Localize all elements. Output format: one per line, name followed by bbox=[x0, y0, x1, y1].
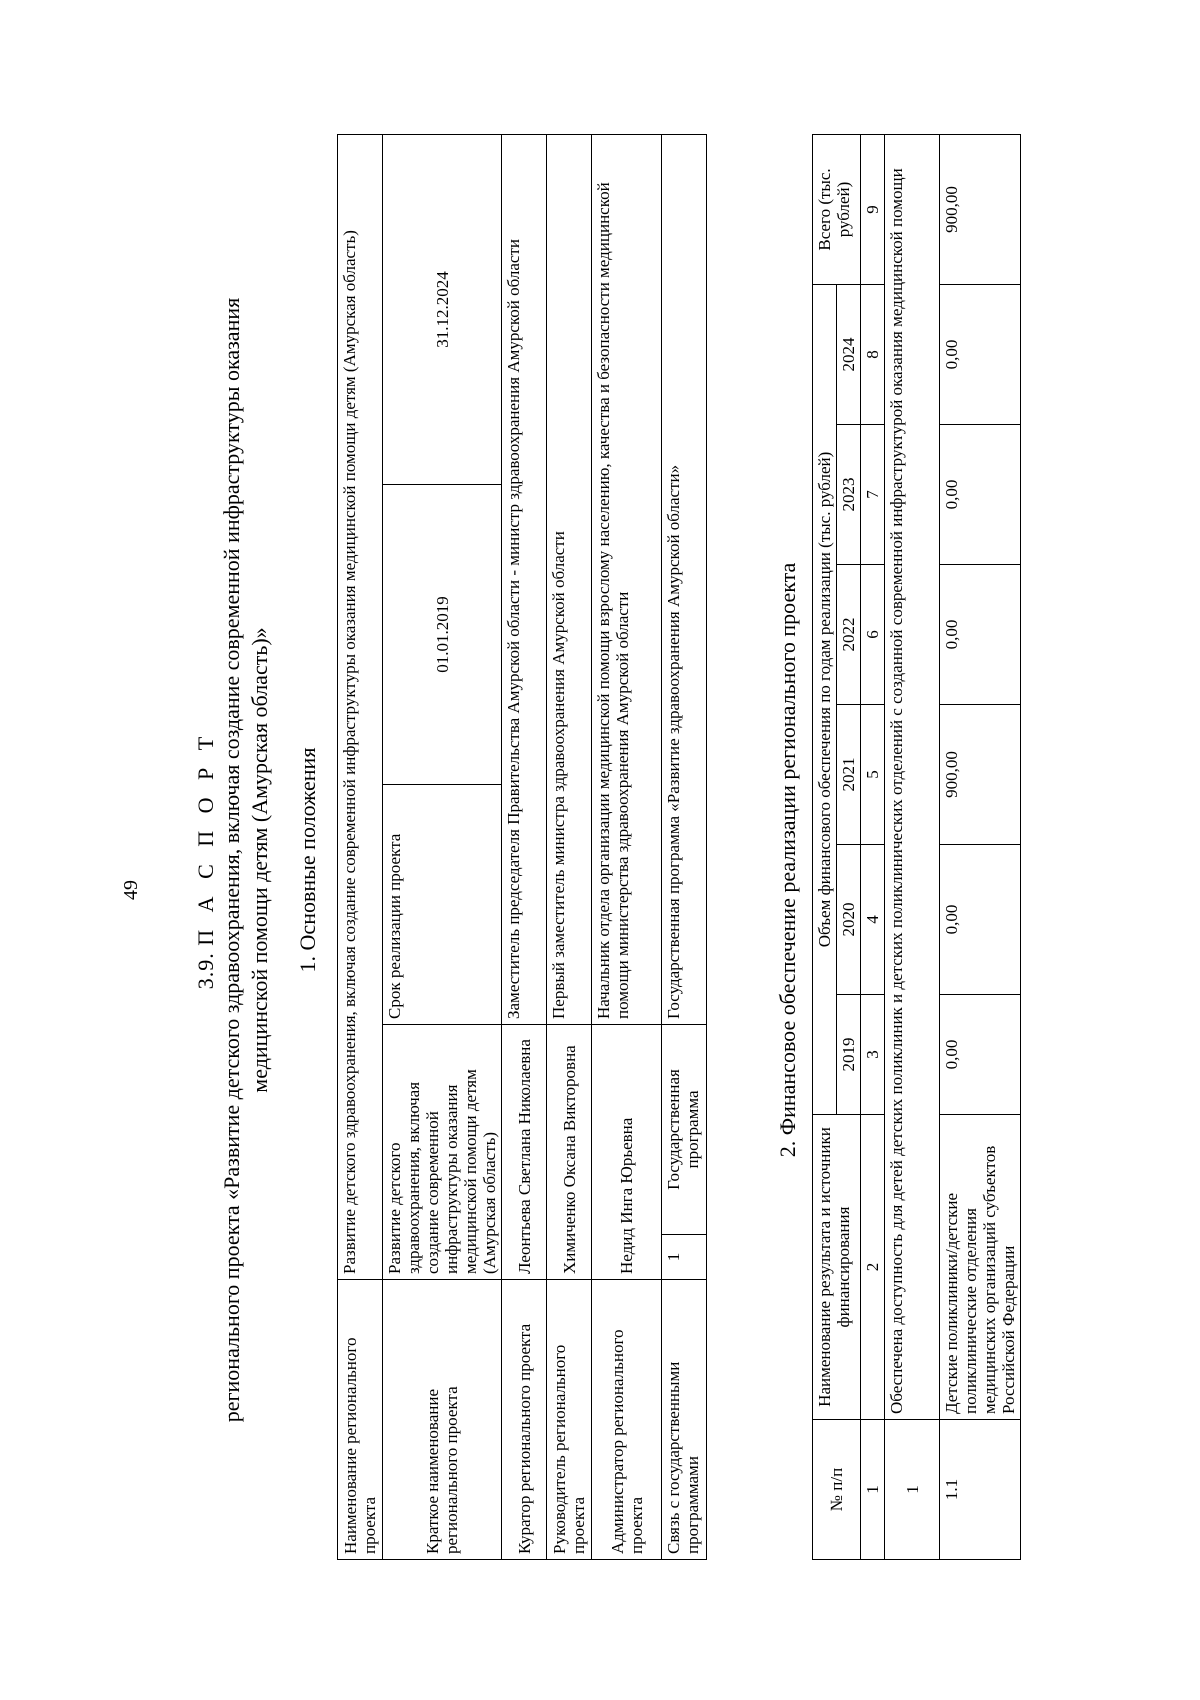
value-2021: 900,00 bbox=[940, 705, 1021, 845]
year-2022: 2022 bbox=[837, 565, 861, 705]
value-2022: 0,00 bbox=[940, 565, 1021, 705]
rotated-content bbox=[82, 80, 1132, 1640]
row-value: Развитие детского здравоохранения, включая создание современной инфраструктуры оказания медицинской помощи детям (Амурская область) bbox=[383, 1025, 502, 1280]
col-number: 6 bbox=[861, 565, 885, 705]
admin-name: Недид Инга Юрьевна bbox=[592, 1025, 662, 1280]
result-row bbox=[885, 134, 940, 1559]
row-label: Наименование регионального проекта bbox=[338, 1280, 383, 1560]
curator-name: Леонтьева Светлана Николаевна bbox=[502, 1025, 547, 1280]
table-row bbox=[592, 134, 662, 1559]
head-position: Первый заместитель министра здравоохранения Амурской области bbox=[547, 134, 592, 1024]
year-2019: 2019 bbox=[837, 995, 861, 1115]
row-label: Администратор регионального проекта bbox=[592, 1280, 662, 1560]
passport-title bbox=[192, 80, 220, 1640]
head-name: Химиченко Оксана Викторовна bbox=[547, 1025, 592, 1280]
value-total: 900,00 bbox=[940, 134, 1021, 284]
program-type: Государственная программа bbox=[662, 1025, 707, 1235]
value-2019: 0,00 bbox=[940, 995, 1021, 1115]
value-2023: 0,00 bbox=[940, 425, 1021, 565]
header-row bbox=[813, 134, 837, 1559]
table-row bbox=[338, 134, 383, 1559]
curator-position: Заместитель председателя Правительства Амурской области - министр здравоохранения Амурской области bbox=[502, 134, 547, 1024]
result-text: Обеспечена доступность для детей детских поликлиник и детских поликлинических отделений с созданной современной инфраструктурой оказания медицинской помощи bbox=[885, 134, 940, 1419]
row-label: Связь с государственными программами bbox=[662, 1280, 707, 1560]
row-label: Руководитель регионального проекта bbox=[547, 1280, 592, 1560]
page-number: 49 bbox=[120, 880, 142, 900]
row-number: 1.1 bbox=[940, 1420, 1021, 1560]
program-number: 1 bbox=[662, 1235, 707, 1280]
start-date: 01.01.2019 bbox=[383, 485, 502, 785]
header-name: Наименование результата и источники финансирования bbox=[813, 1115, 861, 1420]
term-label: Срок реализации проекта bbox=[383, 785, 502, 1025]
table-row bbox=[383, 134, 502, 1559]
section1-title: 1. Основные положения bbox=[295, 747, 320, 973]
basic-provisions-table bbox=[337, 134, 707, 1560]
column-numbers-row bbox=[861, 134, 885, 1559]
value-2020: 0,00 bbox=[940, 845, 1021, 995]
col-number: 4 bbox=[861, 845, 885, 995]
row-label: Краткое наименование регионального проекта bbox=[383, 1280, 502, 1560]
table-row bbox=[940, 134, 1021, 1559]
passport-word: П А С П О Р Т bbox=[193, 730, 218, 946]
section2-title: 2. Финансовое обеспечение реализации регионального проекта bbox=[775, 562, 800, 1158]
col-number: 1 bbox=[861, 1420, 885, 1560]
result-number: 1 bbox=[885, 1420, 940, 1560]
row-value: Развитие детского здравоохранения, включая создание современной инфраструктуры оказания медицинской помощи детям (Амурская область) bbox=[338, 134, 383, 1279]
table-row bbox=[502, 134, 547, 1559]
col-number: 9 bbox=[861, 134, 885, 284]
source-name: Детские поликлиники/детские поликлинические отделения медицинских организаций субъектов Российской Федерации bbox=[940, 1115, 1021, 1420]
year-2024: 2024 bbox=[837, 284, 861, 424]
project-title-line2: медицинской помощи детям (Амурская область)» bbox=[247, 627, 272, 1093]
col-number: 5 bbox=[861, 705, 885, 845]
table-row bbox=[547, 134, 592, 1559]
end-date: 31.12.2024 bbox=[383, 134, 502, 484]
col-number: 2 bbox=[861, 1115, 885, 1420]
year-2021: 2021 bbox=[837, 705, 861, 845]
row-label: Куратор регионального проекта bbox=[502, 1280, 547, 1560]
col-number: 8 bbox=[861, 284, 885, 424]
admin-position: Начальник отдела организации медицинской помощи взрослому населению, качества и безопасности медицинской помощи министерства здравоохранения Амурской области bbox=[592, 134, 662, 1024]
program-name: Государственная программа «Развитие здравоохранения Амурской области» bbox=[662, 134, 707, 1024]
table-row bbox=[662, 134, 707, 1559]
header-total: Всего (тыс. рублей) bbox=[813, 134, 861, 284]
header-volume: Объем финансового обеспечения по годам реализации (тыс. рублей) bbox=[813, 284, 837, 1114]
passport-number: 3.9. bbox=[193, 952, 218, 990]
value-2024: 0,00 bbox=[940, 284, 1021, 424]
year-2023: 2023 bbox=[837, 425, 861, 565]
col-number: 3 bbox=[861, 995, 885, 1115]
project-title-line1: регионального проекта «Развитие детского здравоохранения, включая создание современной инфраструктуры оказания bbox=[219, 297, 244, 1423]
col-number: 7 bbox=[861, 425, 885, 565]
year-2020: 2020 bbox=[837, 845, 861, 995]
header-no: № п/п bbox=[813, 1420, 861, 1560]
financing-table bbox=[812, 134, 1021, 1560]
